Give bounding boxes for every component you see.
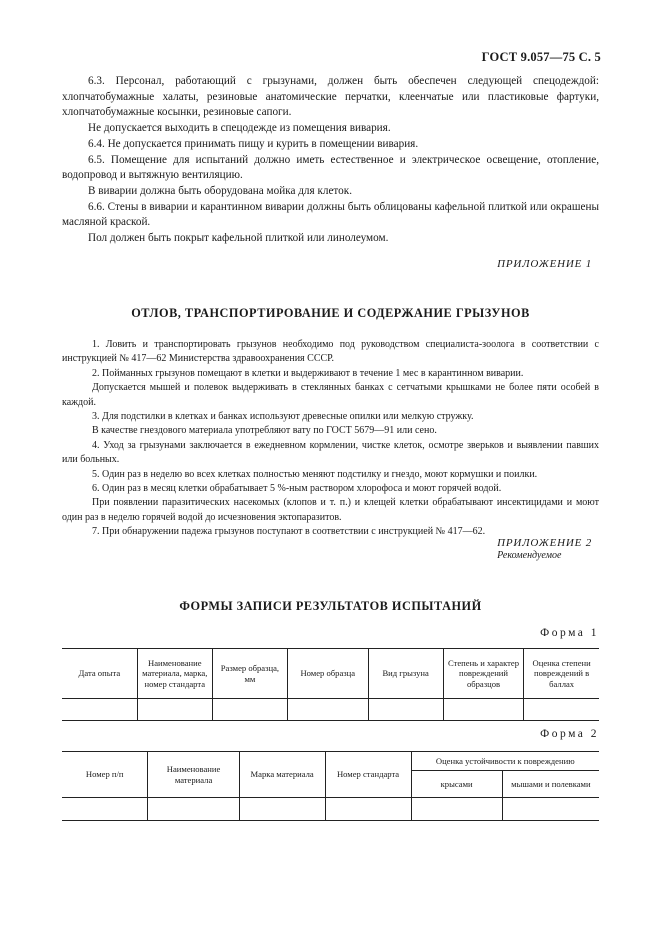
paragraph: В качестве гнездового материала употребляют вату по ГОСТ 5679—91 или сено. xyxy=(92,425,437,437)
column-header: Номер образца xyxy=(288,649,369,699)
sub-header: крысами xyxy=(411,771,502,798)
form-1-label: Форма 1 xyxy=(540,627,599,639)
page-header: ГОСТ 9.057—75 С. 5 xyxy=(481,50,601,64)
table-cell xyxy=(325,798,411,821)
paragraph: 6.4. Не допускается принимать пищу и курить в помещении вивария. xyxy=(88,137,419,150)
appendix-2-label xyxy=(497,537,592,561)
form-2-label: Форма 2 xyxy=(540,728,599,740)
form-1-table xyxy=(62,648,599,721)
column-header: Степень и характер повреждений образцов xyxy=(443,649,524,699)
table-cell xyxy=(148,798,239,821)
table-cell xyxy=(502,798,599,821)
paragraph: 6. Один раз в месяц клетки обрабатывает 5 %-ным раствором хлорофоса и моют горячей водой. xyxy=(92,483,502,495)
table-cell xyxy=(62,699,137,721)
column-header: Вид грызуна xyxy=(368,649,443,699)
column-header: Номер стандарта xyxy=(325,752,411,798)
column-header: Дата опыта xyxy=(62,649,137,699)
table-cell xyxy=(212,699,287,721)
paragraph: 6.5. Помещение для испытаний должно иметь естественное и электрическое освещение, отопление, водопровод и вытяжную вентиляцию. xyxy=(62,153,599,182)
group-header: Оценка устойчивости к повреждению xyxy=(411,752,599,771)
appendix-1-text xyxy=(62,338,599,540)
paragraph: 5. Один раз в неделю во всех клетках полностью меняют подстилку и гнездо, моют кормушки и поилки. xyxy=(92,468,538,480)
column-header: Номер п/п xyxy=(62,752,148,798)
paragraph: В виварии должна быть оборудована мойка для клеток. xyxy=(88,184,352,197)
appendix-2-sublabel: Рекомендуемое xyxy=(497,550,562,561)
sub-header: мышами и полевками xyxy=(502,771,599,798)
paragraph: 6.3. Персонал, работающий с грызунами, должен быть обеспечен следующей спецодеждой: хлопчатобумажные халаты, резиновые анатомические перчатки, клеенчатые или пластиковые фартуки, хлопчатобумажные косынки, резиновые сапоги. xyxy=(62,75,599,119)
table-cell xyxy=(411,798,502,821)
paragraph: 7. При обнаружении падежа грызунов поступают в соответствии с инструкцией № 417—62. xyxy=(92,526,486,538)
column-header: Наименование материала xyxy=(148,752,239,798)
paragraph: 4. Уход за грызунами заключается в ежедневном кормлении, чистке клеток, осмотре зверьков и выявлении павших или больных. xyxy=(62,439,599,466)
paragraph: При появлении паразитических насекомых (клопов и т. п.) и клещей клетки обрабатывают инсектицидами и моют один раз в неделю горячей водой до исчезновения эктопаразитов. xyxy=(62,497,599,523)
column-header: Размер образца, мм xyxy=(212,649,287,699)
paragraph: 1. Ловить и транспортировать грызунов необходимо под руководством специалиста-зоолога в соответствии с инструкцией № 417—62 Министерства здравоохранения СССР. xyxy=(62,339,599,365)
column-header: Марка материала xyxy=(239,752,325,798)
column-header: Оценка степени повреждений в баллах xyxy=(524,649,599,699)
paragraph: 2. Пойманных грызунов помещают в клетки и выдерживают в течение 1 мес в карантинном виварии. xyxy=(92,367,524,379)
table-cell xyxy=(288,699,369,721)
paragraph: Допускается мышей и полевок выдерживать в стеклянных банках с сетчатыми крышками не более пяти особей в каждой. xyxy=(62,382,599,408)
section-6 xyxy=(62,74,599,247)
paragraph: Пол должен быть покрыт кафельной плиткой или линолеумом. xyxy=(88,232,389,245)
appendix-2-title: ФОРМЫ ЗАПИСИ РЕЗУЛЬТАТОВ ИСПЫТАНИЙ xyxy=(179,599,482,613)
paragraph: 3. Для подстилки в клетках и банках используют древесные опилки или мелкую стружку. xyxy=(92,411,474,423)
appendix-2-label-text: ПРИЛОЖЕНИЕ 2 xyxy=(497,537,592,549)
table-cell xyxy=(137,699,212,721)
column-header: Наименование материала, марка, номер стандарта xyxy=(137,649,212,699)
appendix-1-title: ОТЛОВ, ТРАНСПОРТИРОВАНИЕ И СОДЕРЖАНИЕ ГРЫЗУНОВ xyxy=(131,306,530,320)
table-cell xyxy=(239,798,325,821)
table-cell xyxy=(524,699,599,721)
table-cell xyxy=(443,699,524,721)
appendix-1-label: ПРИЛОЖЕНИЕ 1 xyxy=(497,258,592,270)
paragraph: Не допускается выходить в спецодежде из помещения вивария. xyxy=(88,122,391,135)
table-cell xyxy=(368,699,443,721)
paragraph: 6.6. Стены в виварии и карантинном виварии должны быть облицованы кафельной плиткой или окрашены масляной краской. xyxy=(62,200,599,229)
form-2-table xyxy=(62,751,599,821)
table-cell xyxy=(62,798,148,821)
